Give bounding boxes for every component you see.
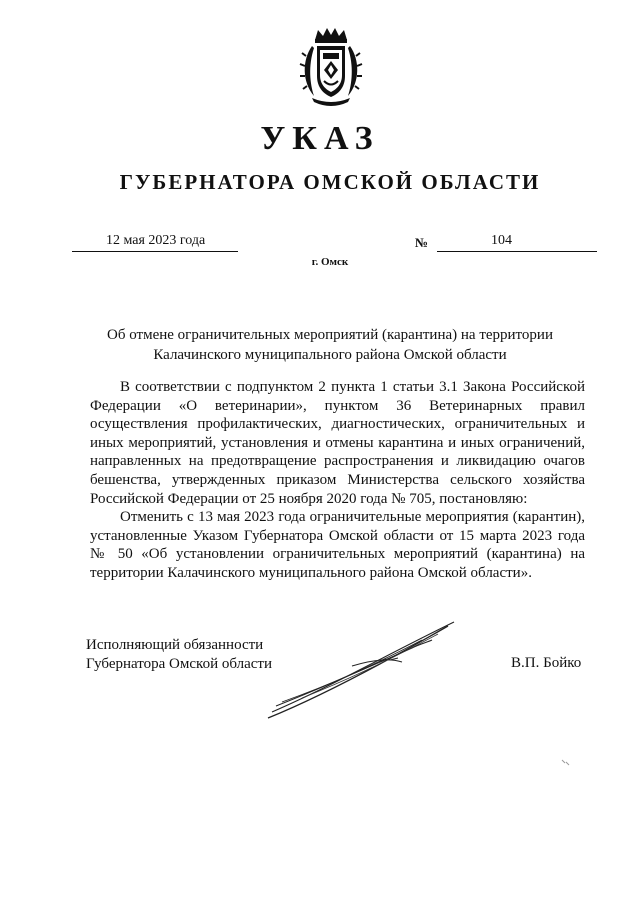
signature-icon [262,618,458,722]
number-field [437,233,597,252]
date-field [72,233,238,252]
scan-speck [560,758,572,768]
coat-of-arms-icon [298,26,364,106]
body-paragraph-2: Отменить с 13 мая 2023 года ограничительные мероприятия (карантин), установленные Указом Губернатора Омской области от 15 марта 2023 года № 50 «Об установлении ограничительных мероприятий (карантина) на территории Калачинского муниципального района Омской области». [90,509,585,581]
position-line-2: Губернатора Омской области [86,656,272,672]
document-subtitle: ГУБЕРНАТОРА ОМСКОЙ ОБЛАСТИ [119,170,541,194]
document-title: УКАЗ [260,120,380,157]
decree-date: 12 мая 2023 года [106,233,206,248]
issue-city: г. Омск [311,256,349,268]
decree-body [90,378,585,583]
subject-line-2: Калачинского муниципального района Омской области [153,347,507,363]
number-sign: № [415,235,429,250]
signatory-position [86,636,272,674]
decree-subject [90,325,570,365]
position-line-1: Исполняющий обязанности [86,637,264,653]
body-paragraph-1: В соответствии с подпунктом 2 пункта 1 статьи 3.1 Закона Российской Федерации «О ветеринарии», пунктом 36 Ветеринарных правил осуществления профилактических, диагностических, ограничительных и иных мероприятий, установления и отмены карантина и иных ограничений, направленных на предотвращение распространения и ликвидацию очагов бешенства, утвержденных приказом Министерства сельского хозяйства Российской Федерации от 25 ноября 2020 года № 705, постановляю: [90,379,585,507]
subject-line-1: Об отмене ограничительных мероприятий (карантина) на территории [107,327,553,343]
decree-number: 104 [491,233,512,248]
signatory-name: В.П. Бойко [511,655,582,671]
